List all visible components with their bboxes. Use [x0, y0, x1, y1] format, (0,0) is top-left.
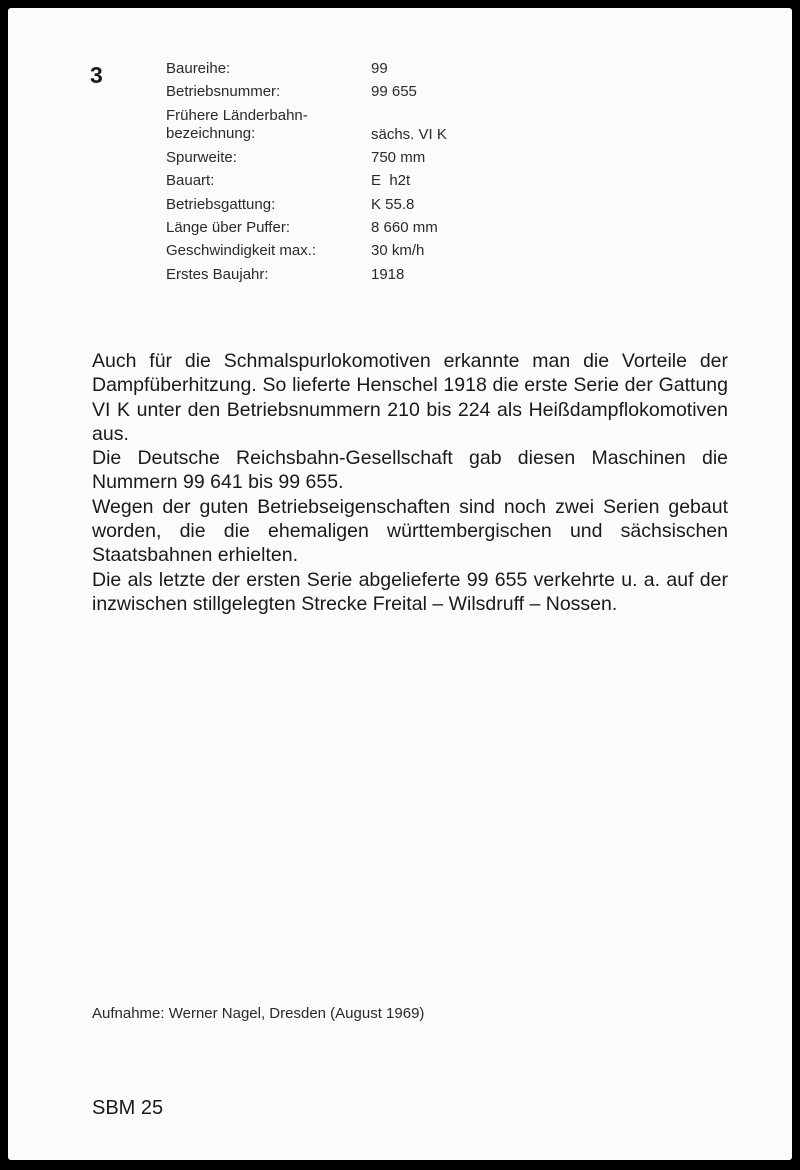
- spec-value: 750 mm: [371, 148, 426, 166]
- spec-value: 8 660 mm: [371, 218, 438, 236]
- spec-label: Bauart:: [166, 172, 215, 190]
- spec-value: E h2t: [371, 172, 411, 190]
- postcard-back: [8, 8, 792, 1160]
- spec-label: Baureihe:: [166, 60, 231, 77]
- photo-credit: Aufnahme: Werner Nagel, Dresden (August 1969): [92, 1005, 425, 1022]
- paragraph: Wegen der guten Betriebseigenschaften sind noch zwei Serien gebaut worden, die die ehemaligen württembergischen und sächsischen Staatsbahnen erhielten.: [92, 495, 728, 567]
- spec-value: sächs. VI K: [371, 125, 447, 143]
- description-text: [92, 349, 728, 616]
- paragraph: Auch für die Schmalspurlokomotiven erkannte man die Vorteile der Dampfüberhitzung. So lieferte Henschel 1918 die erste Serie der Gattung VI K unter den Betriebsnummern 210 bis 224 als Heißdampflokomotiven aus.: [92, 350, 728, 445]
- spec-label: Länge über Puffer:: [166, 218, 290, 236]
- paragraph: Die als letzte der ersten Serie abgelieferte 99 655 verkehrte u. a. auf der inzwischen stillgelegten Strecke Freital – Wilsdruff – Nossen.: [92, 568, 728, 615]
- spec-label: Frühere Länderbahn- bezeichnung:: [166, 106, 308, 142]
- spec-value: 99: [371, 60, 388, 77]
- spec-label: Betriebsgattung:: [166, 195, 276, 213]
- spec-label: Betriebsnummer:: [166, 83, 281, 101]
- spec-label: Geschwindigkeit max.:: [166, 242, 317, 260]
- card-number: 3: [90, 62, 103, 88]
- spec-label: Spurweite:: [166, 148, 237, 166]
- spec-value: K 55.8: [371, 195, 415, 213]
- series-number: SBM 25: [92, 1097, 164, 1119]
- spec-label: Erstes Baujahr:: [166, 265, 269, 283]
- spec-value: 99 655: [371, 83, 417, 101]
- paragraph: Die Deutsche Reichsbahn-Gesellschaft gab diesen Maschinen die Nummern 99 641 bis 99 655.: [92, 447, 728, 494]
- spec-value: 30 km/h: [371, 242, 425, 260]
- spec-value: 1918: [371, 265, 405, 283]
